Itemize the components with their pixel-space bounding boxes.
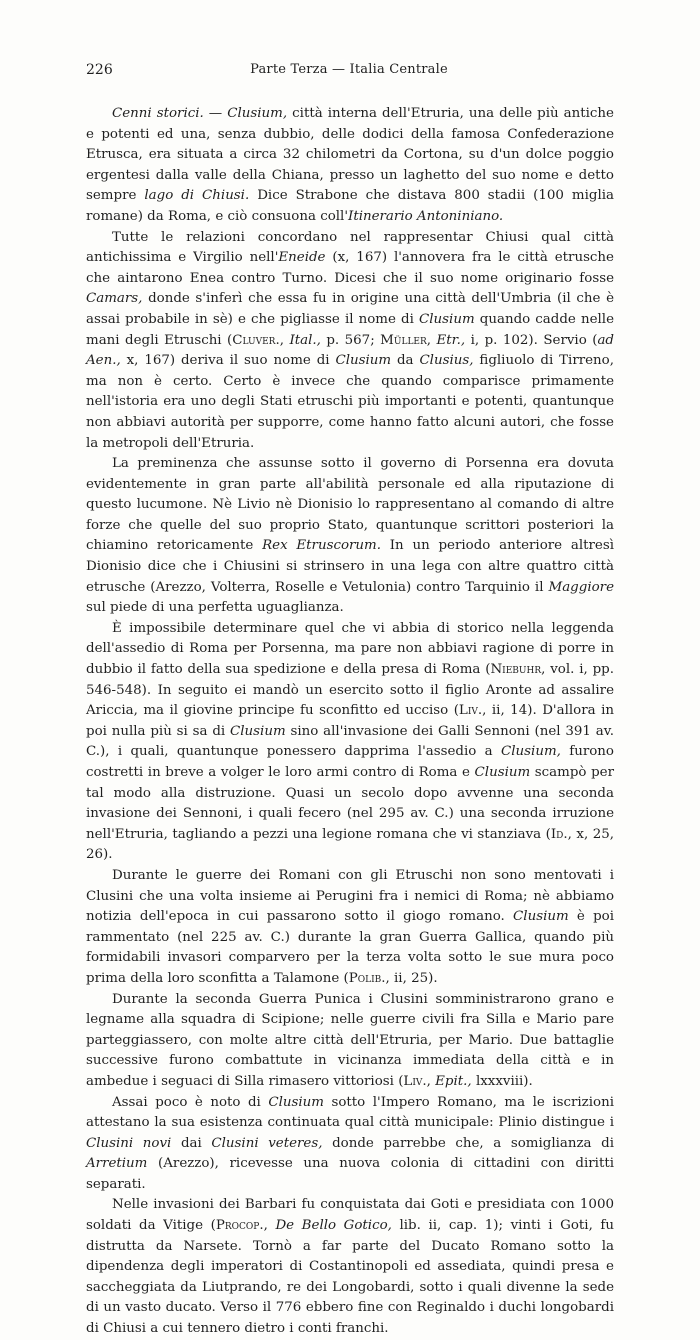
text-segment: è poi rammentato (nel 225 av. C.) durante la gran Guerra Gallica, quando più formidabili invasori comparvero per la terza volta sotto le sue mura poco prima della loro sconfitta a Talamone ( xyxy=(86,909,614,986)
text-segment xyxy=(268,1218,276,1233)
text-segment: vol. i, pp. 546-548). In seguito ei mandò un esercito sotto il figlio Aronte ad assalire Ariccia, ma il giovine principe fu sconfitto ed ucciso ( xyxy=(86,662,615,719)
text-segment: dai xyxy=(171,1135,212,1151)
text-segment: Durante le guerre dei Romani con gli Etruschi non sono mentovati i Clusini che una volta insieme ai Perugini fra i nemici di Roma; nè abbiamo notizia dell'epoca in cui passarono sotto il giogo romano. xyxy=(86,867,614,925)
italic-text: Clusium xyxy=(230,723,286,739)
page-header xyxy=(86,62,612,84)
text-segment: (x, 167) l'annovera fra le città etrusche che aintarono Enea contro Turno. Dicesi che il suo nome originario fosse xyxy=(86,250,614,286)
text-segment: donde s'inferì che essa fu in origine una città dell'Umbria (il che è assai probabile in sè) e che pigliasse il nome di xyxy=(86,291,614,327)
text-segment: sino all'invasione dei Galli Sennoni (nel 391 av. C.), i quali, quantunque ponessero dapprima l'assedio a xyxy=(86,723,614,760)
text-segment: scampò per tal modo alla distruzione. Quasi un secolo dopo avvenne una seconda invasione dei Sennoni, i quali fecero (nel 295 av. C.) una seconda irruzione nell'Etruria, tagliando a pezzi una legione romana che vi stanziava ( xyxy=(86,765,614,842)
small-caps-text: Id., xyxy=(550,826,572,842)
text-segment: sotto l'Impero Romano, ma le iscrizioni attestano la sua esistenza continuata qual città municipale: Plinio distingue i xyxy=(86,1094,614,1131)
paragraph xyxy=(86,1195,614,1339)
italic-text: lago di Chiusi. xyxy=(144,188,250,204)
text-segment: Durante la seconda Guerra Punica i Clusini somministrarono grano e legname alla squadra di Scipione; nelle guerre civili fra Silla e Mario pare parteggiassero, con molte altre città dell'Etruria, per Mario. Due battaglie successive furono combattute in vicinanza immediata della città e in ambedue i seguaci di Silla rimasero vittoriosi ( xyxy=(86,991,614,1089)
italic-text: Clusium xyxy=(268,1094,324,1110)
italic-text: Clusius, xyxy=(419,353,474,369)
paragraph xyxy=(86,866,614,990)
italic-text: Rex Etruscorum. xyxy=(262,538,381,554)
page-number: 226 xyxy=(86,62,113,78)
italic-text: Clusini novi xyxy=(86,1135,172,1151)
small-caps-text: Procop., xyxy=(215,1218,268,1234)
text-segment: Dice Strabone che distava 800 stadii (100 miglia romane) da Roma, e ciò consuona coll' xyxy=(86,188,614,224)
text-segment: figliuolo di Tirreno, ma non è certo. Certo è invece che quando comparisce primamente nell'istoria era uno degli Stati etruschi più importanti e potenti, quantunque non abbiavi autorità per supporre, come hanno fatto alcuni autori, che fosse la metropoli dell'Etruria. xyxy=(86,353,614,451)
text-segment: (Arezzo), ricevesse una nuova colonia di cittadini con diritti separati. xyxy=(86,1156,614,1192)
italic-text: Eneide xyxy=(278,250,326,266)
text-segment: da xyxy=(391,353,420,369)
small-caps-text: Liv., xyxy=(458,703,487,719)
paragraph xyxy=(86,990,614,1093)
italic-text: Epit., xyxy=(435,1073,472,1089)
text-segment: ii, 14). D'allora in poi nulla più si sa di xyxy=(86,703,614,739)
small-caps-text: Polib., xyxy=(348,970,390,986)
paragraph xyxy=(86,454,614,619)
body-text xyxy=(86,104,614,1340)
text-segment: i, p. 102). Servio ( xyxy=(465,332,598,348)
text-segment: Assai poco è noto di xyxy=(112,1094,269,1110)
italic-text: Clusium xyxy=(513,909,569,925)
italic-text: Ital., xyxy=(289,332,321,348)
italic-text: Clusium xyxy=(474,765,531,780)
text-segment: Nelle invasioni dei Barbari fu conquistata dai Goti e presidiata con 1000 soldati da Vitige ( xyxy=(86,1197,614,1234)
italic-text: Clusium, xyxy=(501,744,561,760)
running-title: Parte Terza — Italia Centrale xyxy=(250,62,448,77)
italic-text: Arretium xyxy=(86,1156,148,1172)
text-segment: x, 25, 26). xyxy=(86,826,614,863)
paragraph xyxy=(86,619,614,866)
text-segment: Tutte le relazioni concordano nel rappresentar Chiusi qual città antichissima e Virgilio nell' xyxy=(86,229,614,266)
text-segment: sul piede di una perfetta uguaglianza. xyxy=(86,600,344,616)
paragraph xyxy=(86,228,614,455)
text-segment: La preminenza che assunse sotto il governo di Porsenna era dovuta evidentemente in gran parte all'abilità personale ed alla riputazione di questo lucumone. Nè Livio nè Dionisio lo rappresentano al comando di altre forze che quelle del suo proprio Stato, quantunque scrittori posteriori la chiamino retoricamente xyxy=(86,456,614,554)
paragraph xyxy=(86,1093,614,1196)
text-segment: quando cadde nelle mani degli Etruschi ( xyxy=(86,311,615,348)
italic-text: Maggiore xyxy=(548,579,614,595)
small-caps-text: Niebuhr, xyxy=(490,662,546,678)
small-caps-text: Cluver., xyxy=(232,332,284,348)
italic-text: Itinerario Antoniniano. xyxy=(348,208,504,224)
italic-text: Camars, xyxy=(86,291,143,307)
italic-text: Etr., xyxy=(436,332,466,348)
text-segment: È impossibile determinare quel che vi abbia di storico nella leggenda dell'assedio di Roma per Porsenna, ma pare non abbiavi ragione di porre in dubbio il fatto della sua spedizione e della presa di Roma ( xyxy=(86,620,614,678)
small-caps-text: Müller, xyxy=(380,332,432,348)
text-segment: donde parrebbe che, a somiglianza di xyxy=(322,1135,614,1151)
text-segment: ii, 25). xyxy=(389,970,438,986)
paragraph xyxy=(86,104,614,228)
italic-text: ad Aen., xyxy=(86,332,614,369)
small-caps-text: Liv., xyxy=(403,1073,431,1089)
italic-text: Clusium xyxy=(419,311,475,327)
text-segment: x, 167) deriva il suo nome di xyxy=(120,353,336,369)
text-segment: città interna dell'Etruria, una delle più antiche e potenti ed una, senza dubbio, delle dodici della famosa Confederazione Etrusca, era situata a circa 32 chilometri da Cortona, su d'un dolce poggio ergentesi dalla valle della Chiana, presso un laghetto del suo nome e detto sempre xyxy=(86,106,614,204)
text-segment: lib. ii, cap. 1); vinti i Goti, fu distrutta da Narsete. Tornò a far parte del Ducato Romano sotto la dipendenza degli imperatori di Costantinopoli ed assediata, quindi presa e saccheggiata da Liutprando, re dei Longobardi, sotto i quali divenne la sede di un vasto ducato. Verso il 776 ebbero fine con Reginaldo i duchi longobardi di Chiusi a cui tennero dietro i conti franchi. xyxy=(86,1218,615,1337)
italic-text: De Bello Gotico, xyxy=(275,1218,392,1234)
text-segment: lxxxviii). xyxy=(471,1073,533,1089)
italic-text: Cenni storici. — Clusium, xyxy=(112,106,288,121)
text-segment: In un periodo anteriore altresì Dionisio dice che i Chiusini si strinsero in una lega con altre quattro città etrusche (Arezzo, Volterra, Roselle e Vetulonia) contro Tarquinio il xyxy=(86,538,614,595)
text-segment: furono costretti in breve a volger le loro armi contro di Roma e xyxy=(86,744,614,780)
italic-text: Clusium xyxy=(335,353,392,369)
text-segment: p. 567; xyxy=(320,332,381,348)
italic-text: Clusini veteres, xyxy=(211,1135,323,1151)
